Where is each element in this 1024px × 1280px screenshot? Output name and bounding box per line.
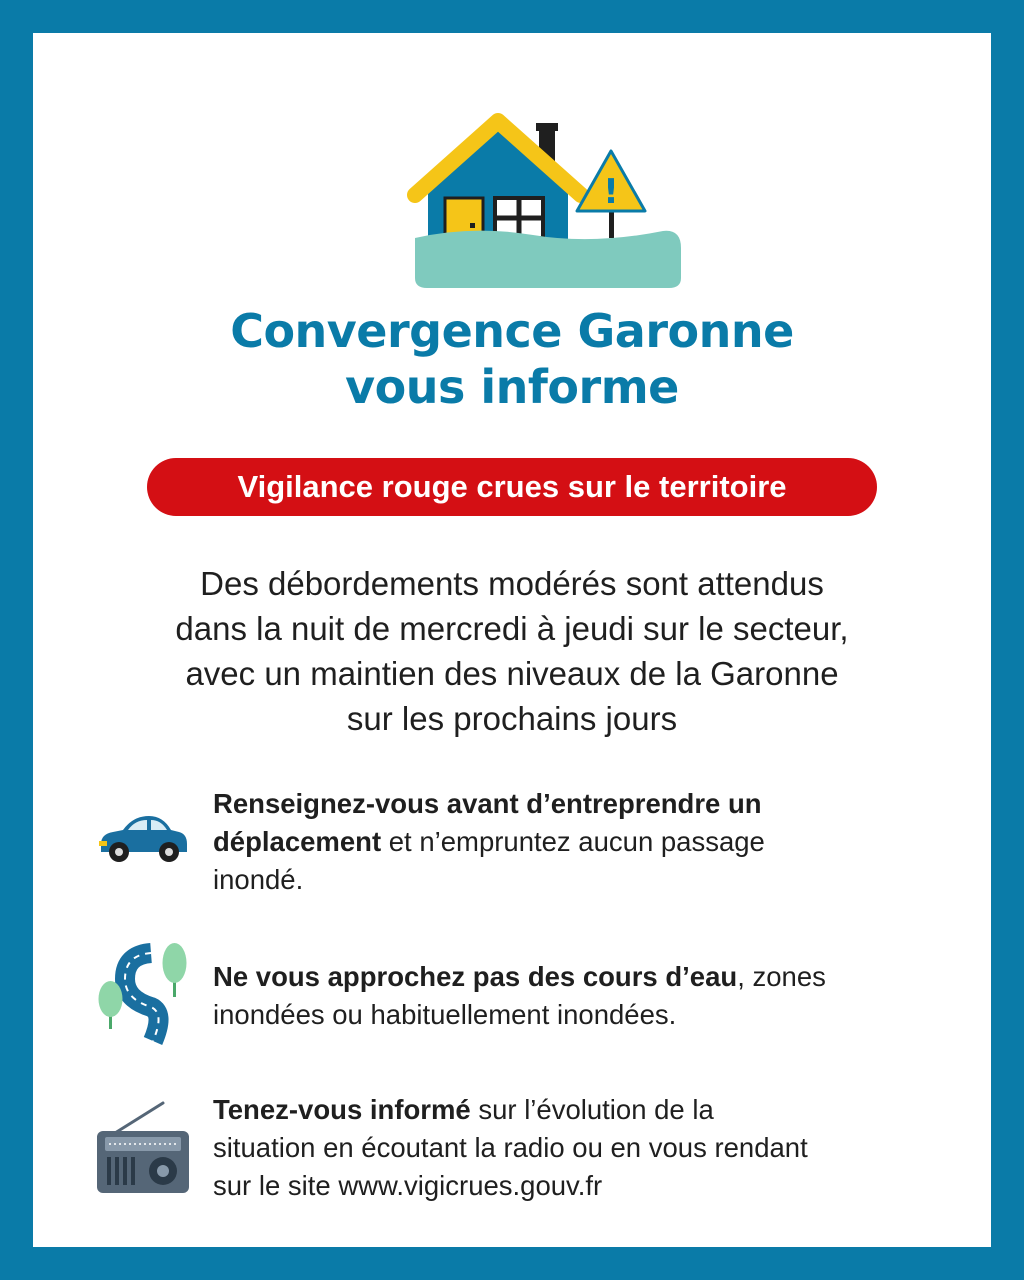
advice-bold: Ne vous approchez pas des cours d’eau (213, 961, 738, 992)
flooded-house-icon (373, 83, 693, 293)
intro-text (73, 561, 951, 741)
intro-line: sur les prochains jours (346, 700, 678, 737)
info-card (33, 33, 991, 1247)
advice-bold: Tenez-vous informé (213, 1094, 471, 1125)
alert-badge: Vigilance rouge crues sur le territoire (147, 458, 877, 516)
radio-icon (95, 1099, 191, 1199)
advice-bold: déplacement (213, 826, 382, 857)
road-trees-icon (95, 941, 195, 1049)
advice-text: sur le site www.vigicrues.gouv.fr (213, 1170, 603, 1201)
warning-sign-icon (577, 151, 645, 212)
advice-text: inondé. (213, 864, 304, 895)
advice-item-stay-informed (213, 1091, 953, 1205)
advice-text: sur l’évolution de la (470, 1094, 714, 1125)
svg-text:!: ! (603, 172, 619, 212)
title-line: vous informe (345, 360, 679, 414)
title-line: Convergence Garonne (230, 304, 794, 358)
intro-line: dans la nuit de mercredi à jeudi sur le secteur, (175, 610, 849, 647)
page-title (33, 303, 991, 415)
intro-line: Des débordements modérés sont attendus (200, 565, 824, 602)
advice-text: inondées ou habituellement inondées. (213, 999, 677, 1030)
advice-text: situation en écoutant la radio ou en vous rendant (213, 1132, 808, 1163)
advice-item-waterways (213, 958, 953, 1034)
advice-text: et n’empruntez aucun passage (381, 826, 765, 857)
advice-bold: Renseignez-vous avant d’entreprendre un (213, 788, 762, 819)
advice-text: , zones (737, 961, 826, 992)
advice-item-travel (213, 785, 953, 899)
car-icon (95, 808, 191, 868)
intro-line: avec un maintien des niveaux de la Garonne (185, 655, 839, 692)
